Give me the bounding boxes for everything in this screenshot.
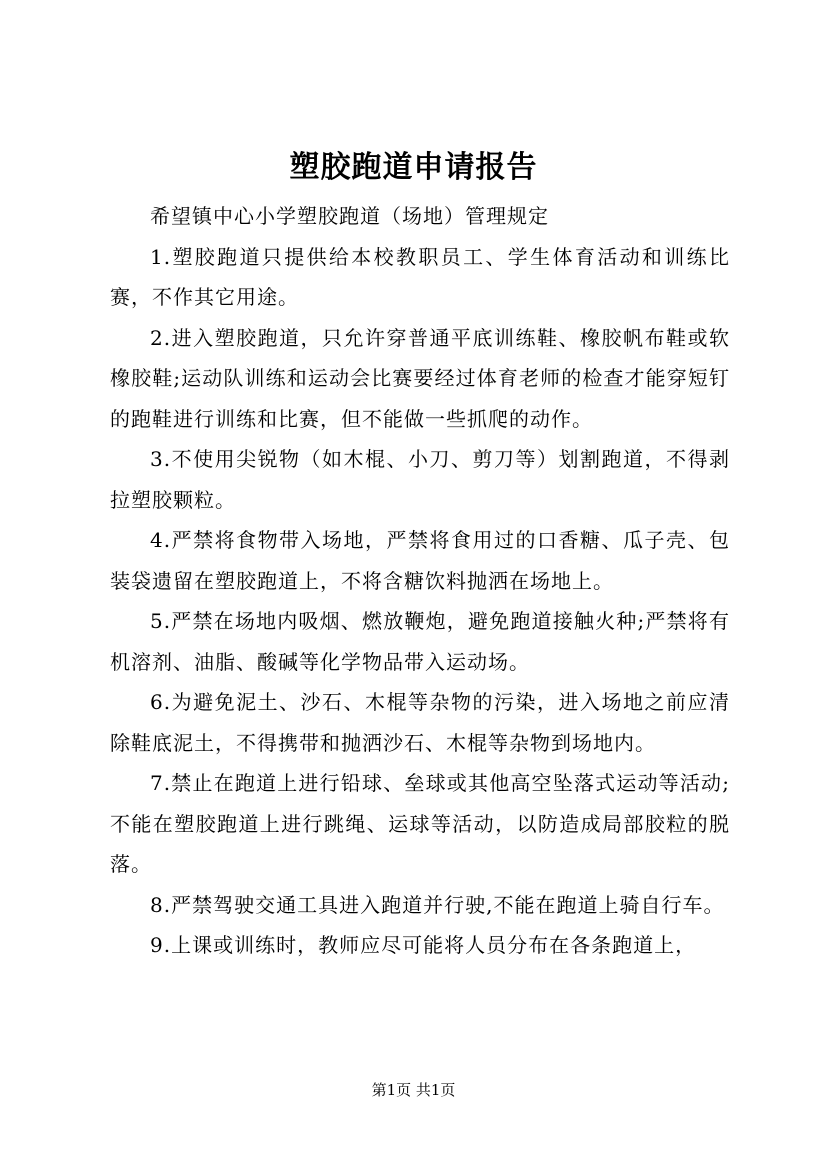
paragraph-rule-5: 5.严禁在场地内吸烟、燃放鞭炮，避免跑道接触火种;严禁将有机溶剂、油脂、酸碱等化学物品带入运动场。: [110, 609, 730, 674]
paragraph-rule-6: 6.为避免泥土、沙石、木棍等杂物的污染，进入场地之前应清除鞋底泥土，不得携带和抛洒沙石、木棍等杂物到场地内。: [110, 690, 730, 755]
paragraph-rule-8: 8.严禁驾驶交通工具进入跑道并行驶,不能在跑道上骑自行车。: [150, 892, 725, 917]
document-title: 塑胶跑道申请报告: [289, 150, 538, 185]
paragraph-rule-4: 4.严禁将食物带入场地，严禁将食用过的口香糖、瓜子壳、包装袋遗留在塑胶跑道上，不将含糖饮料抛洒在场地上。: [110, 528, 730, 593]
paragraph-rule-3: 3.不使用尖锐物（如木棍、小刀、剪刀等）划割跑道，不得剥拉塑胶颗粒。: [110, 447, 730, 512]
paragraph-rule-9: 9.上课或训练时，教师应尽可能将人员分布在各条跑道上，: [150, 933, 697, 957]
page-footer: 第1页 共1页: [371, 1081, 456, 1099]
paragraph-rule-7: 7.禁止在跑道上进行铅球、垒球或其他高空坠落式运动等活动;不能在塑胶跑道上进行跳绳、运球等活动，以防造成局部胶粒的脱落。: [110, 771, 730, 876]
paragraph-heading: 希望镇中心小学塑胶跑道（场地）管理规定: [150, 204, 549, 228]
paragraph-rule-2: 2.进入塑胶跑道，只允许穿普通平底训练鞋、橡胶帆布鞋或软橡胶鞋;运动队训练和运动会比赛要经过体育老师的检查才能穿短钉的跑鞋进行训练和比赛，但不能做一些抓爬的动作。: [110, 325, 730, 431]
document-body: [110, 196, 730, 966]
paragraph-rule-1: 1.塑胶跑道只提供给本校教职员工、学生体育活动和训练比赛，不作其它用途。: [110, 244, 730, 309]
